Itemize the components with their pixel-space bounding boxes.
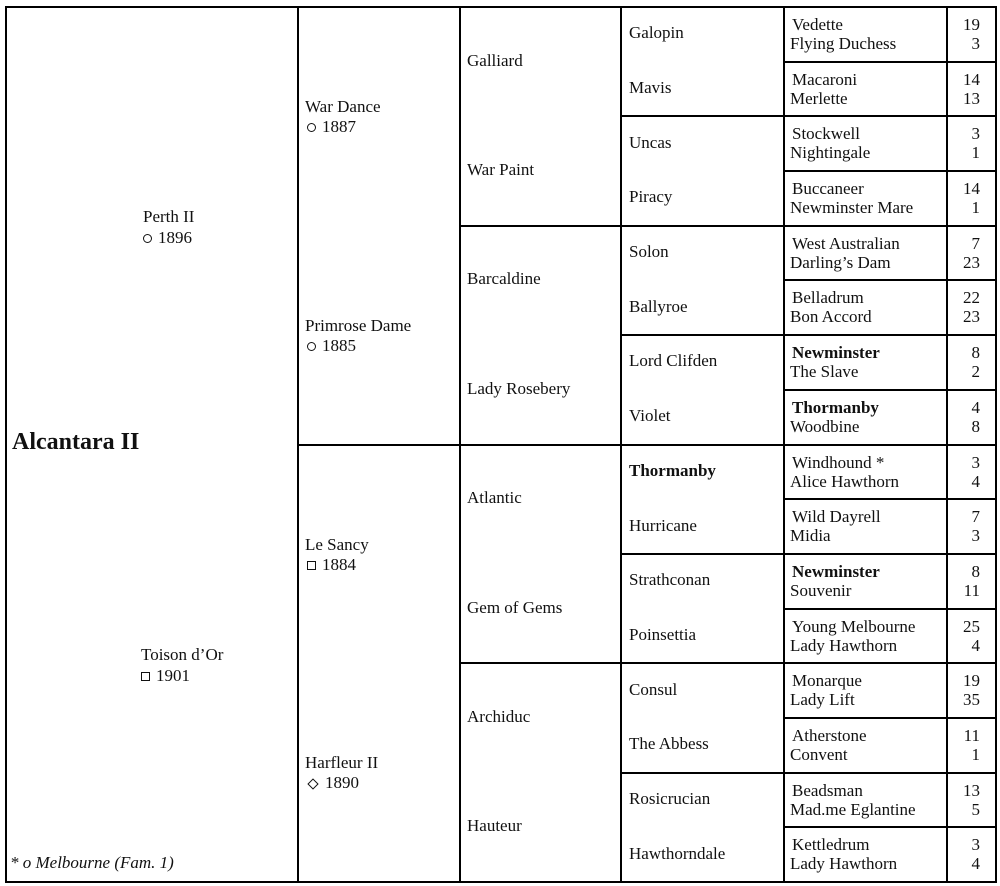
gen5-sire-family: 3 <box>971 835 980 854</box>
gen1-year: 1901 <box>156 666 190 685</box>
gen2-name: Le Sancy <box>305 535 369 554</box>
gen4-name: Consul <box>629 680 678 699</box>
row-divider <box>297 444 995 446</box>
gen2-year-row <box>307 117 356 136</box>
gen5-sire: Buccaneer <box>792 179 864 198</box>
gen5-dam: Alice Hawthorn <box>790 472 900 491</box>
row-divider <box>459 662 995 664</box>
gen5-sire-family: 14 <box>963 70 980 89</box>
gen5-dam-family: 3 <box>971 34 980 53</box>
gen4-name: The Abbess <box>629 734 709 753</box>
border-left <box>5 6 7 883</box>
gen5-dam-family: 5 <box>971 800 980 819</box>
gen5-dam-family: 23 <box>963 307 980 326</box>
gen5-dam-family: 23 <box>963 253 980 272</box>
gen5-sire: Belladrum <box>792 288 864 307</box>
gen5-dam: Lady Lift <box>790 690 855 709</box>
gen3-name: Hauteur <box>467 816 522 835</box>
gen5-sire: Kettledrum <box>792 835 870 854</box>
row-divider <box>620 115 995 117</box>
row-divider <box>620 553 995 555</box>
gen5-dam-family: 3 <box>971 526 980 545</box>
row-divider <box>783 717 995 719</box>
circle-icon <box>307 342 316 351</box>
gen5-dam: Bon Accord <box>790 307 872 326</box>
gen4-name: Strathconan <box>629 570 711 589</box>
gen3-name: Gem of Gems <box>467 598 563 617</box>
gen4-name: Piracy <box>629 187 673 206</box>
gen5-sire-family: 19 <box>963 15 980 34</box>
gen5-dam: Flying Duchess <box>790 34 897 53</box>
gen5-dam-family: 4 <box>971 854 980 873</box>
gen5-dam: Lady Hawthorn <box>790 636 898 655</box>
gen5-sire: Stockwell <box>792 124 860 143</box>
gen5-sire: Macaroni <box>792 70 858 89</box>
gen5-sire-family: 4 <box>971 398 980 417</box>
gen4-name: Poinsettia <box>629 625 697 644</box>
gen4-name: Galopin <box>629 23 684 42</box>
square-icon <box>141 672 150 681</box>
gen5-dam-family: 11 <box>963 581 980 600</box>
gen5-dam-family: 8 <box>971 417 980 436</box>
gen3-name: Archiduc <box>467 707 531 726</box>
gen2-year-row <box>307 336 356 355</box>
border-top <box>5 6 995 8</box>
row-divider <box>783 498 995 500</box>
gen5-dam: Mad.me Eglantine <box>790 800 916 819</box>
row-divider <box>620 334 995 336</box>
gen4-name: Rosicrucian <box>629 789 711 808</box>
footnote: * o Melbourne (Fam. 1) <box>10 853 174 872</box>
gen5-sire: Monarque <box>792 671 862 690</box>
gen5-dam: Lady Hawthorn <box>790 854 898 873</box>
gen1-name: Perth II <box>143 207 195 226</box>
gen2-year: 1890 <box>325 773 359 792</box>
gen5-sire-family: 11 <box>963 726 980 745</box>
circle-icon <box>307 123 316 132</box>
gen5-dam: Midia <box>790 526 831 545</box>
gen2-year: 1884 <box>322 555 356 574</box>
gen2-name: Primrose Dame <box>305 316 412 335</box>
gen5-sire-family: 3 <box>971 124 980 143</box>
gen5-dam: Newminster Mare <box>790 198 914 217</box>
row-divider <box>783 61 995 63</box>
row-divider <box>620 772 995 774</box>
gen1-year-row <box>141 666 190 685</box>
gen2-name: War Dance <box>305 97 381 116</box>
gen5-sire-family: 14 <box>963 179 980 198</box>
gen4-name: Mavis <box>629 78 672 97</box>
gen5-dam-family: 4 <box>971 472 980 491</box>
gen5-dam: The Slave <box>790 362 859 381</box>
gen5-dam-family: 13 <box>963 89 980 108</box>
gen5-sire-family: 19 <box>963 671 980 690</box>
border-right <box>995 6 997 883</box>
gen2-year: 1885 <box>322 336 356 355</box>
gen4-name: Ballyroe <box>629 297 688 316</box>
gen5-sire: Wild Dayrell <box>792 507 881 526</box>
gen5-sire: Newminster <box>792 343 880 362</box>
gen4-name: Violet <box>629 406 671 425</box>
gen1-year: 1896 <box>158 228 192 247</box>
gen5-sire: Windhound * <box>792 453 885 472</box>
gen5-dam: Woodbine <box>790 417 860 436</box>
gen5-dam: Darling’s Dam <box>790 253 891 272</box>
gen5-sire: Thormanby <box>792 398 879 417</box>
gen5-dam-family: 1 <box>971 143 980 162</box>
gen5-dam: Merlette <box>790 89 848 108</box>
gen5-dam-family: 35 <box>963 690 980 709</box>
gen5-sire: Beadsman <box>792 781 863 800</box>
gen5-dam: Nightingale <box>790 143 871 162</box>
gen3-name: Lady Rosebery <box>467 379 571 398</box>
gen4-name: Hurricane <box>629 516 697 535</box>
gen4-name: Hawthorndale <box>629 844 726 863</box>
gen2-year-row <box>307 773 359 792</box>
gen5-sire-family: 8 <box>971 562 980 581</box>
gen1-year-row <box>143 228 192 247</box>
gen5-sire: Atherstone <box>792 726 867 745</box>
gen5-sire: West Australian <box>792 234 900 253</box>
border-bottom <box>5 881 995 883</box>
gen5-sire: Vedette <box>792 15 843 34</box>
gen5-sire-family: 7 <box>971 507 980 526</box>
row-divider <box>783 826 995 828</box>
gen5-dam-family: 1 <box>971 198 980 217</box>
gen5-sire-family: 3 <box>971 453 980 472</box>
gen2-year-row <box>307 555 356 574</box>
horse-name: Alcantara II <box>12 429 140 455</box>
row-divider <box>459 225 995 227</box>
gen4-name: Uncas <box>629 133 672 152</box>
row-divider <box>783 389 995 391</box>
gen5-sire: Newminster <box>792 562 880 581</box>
gen5-sire-family: 25 <box>963 617 980 636</box>
gen5-dam-family: 4 <box>971 636 980 655</box>
gen5-dam-family: 1 <box>971 745 980 764</box>
gen5-dam: Souvenir <box>790 581 852 600</box>
row-divider <box>783 608 995 610</box>
gen5-dam-family: 2 <box>971 362 980 381</box>
gen1-name: Toison d’Or <box>141 645 224 664</box>
gen2-year: 1887 <box>322 117 356 136</box>
circle-icon <box>143 234 152 243</box>
gen5-sire: Young Melbourne <box>792 617 916 636</box>
row-divider <box>783 279 995 281</box>
gen4-name: Thormanby <box>629 461 716 480</box>
gen5-sire-family: 22 <box>963 288 980 307</box>
square-icon <box>307 561 316 570</box>
gen5-sire-family: 7 <box>971 234 980 253</box>
gen3-name: Galliard <box>467 51 523 70</box>
gen3-name: War Paint <box>467 160 535 179</box>
gen4-name: Solon <box>629 242 669 261</box>
gen4-name: Lord Clifden <box>629 351 718 370</box>
gen5-sire-family: 13 <box>963 781 980 800</box>
row-divider <box>783 170 995 172</box>
gen3-name: Atlantic <box>467 488 522 507</box>
diamond-icon <box>307 778 318 789</box>
gen2-name: Harfleur II <box>305 753 379 772</box>
gen3-name: Barcaldine <box>467 269 541 288</box>
gen5-sire-family: 8 <box>971 343 980 362</box>
gen5-dam: Convent <box>790 745 848 764</box>
